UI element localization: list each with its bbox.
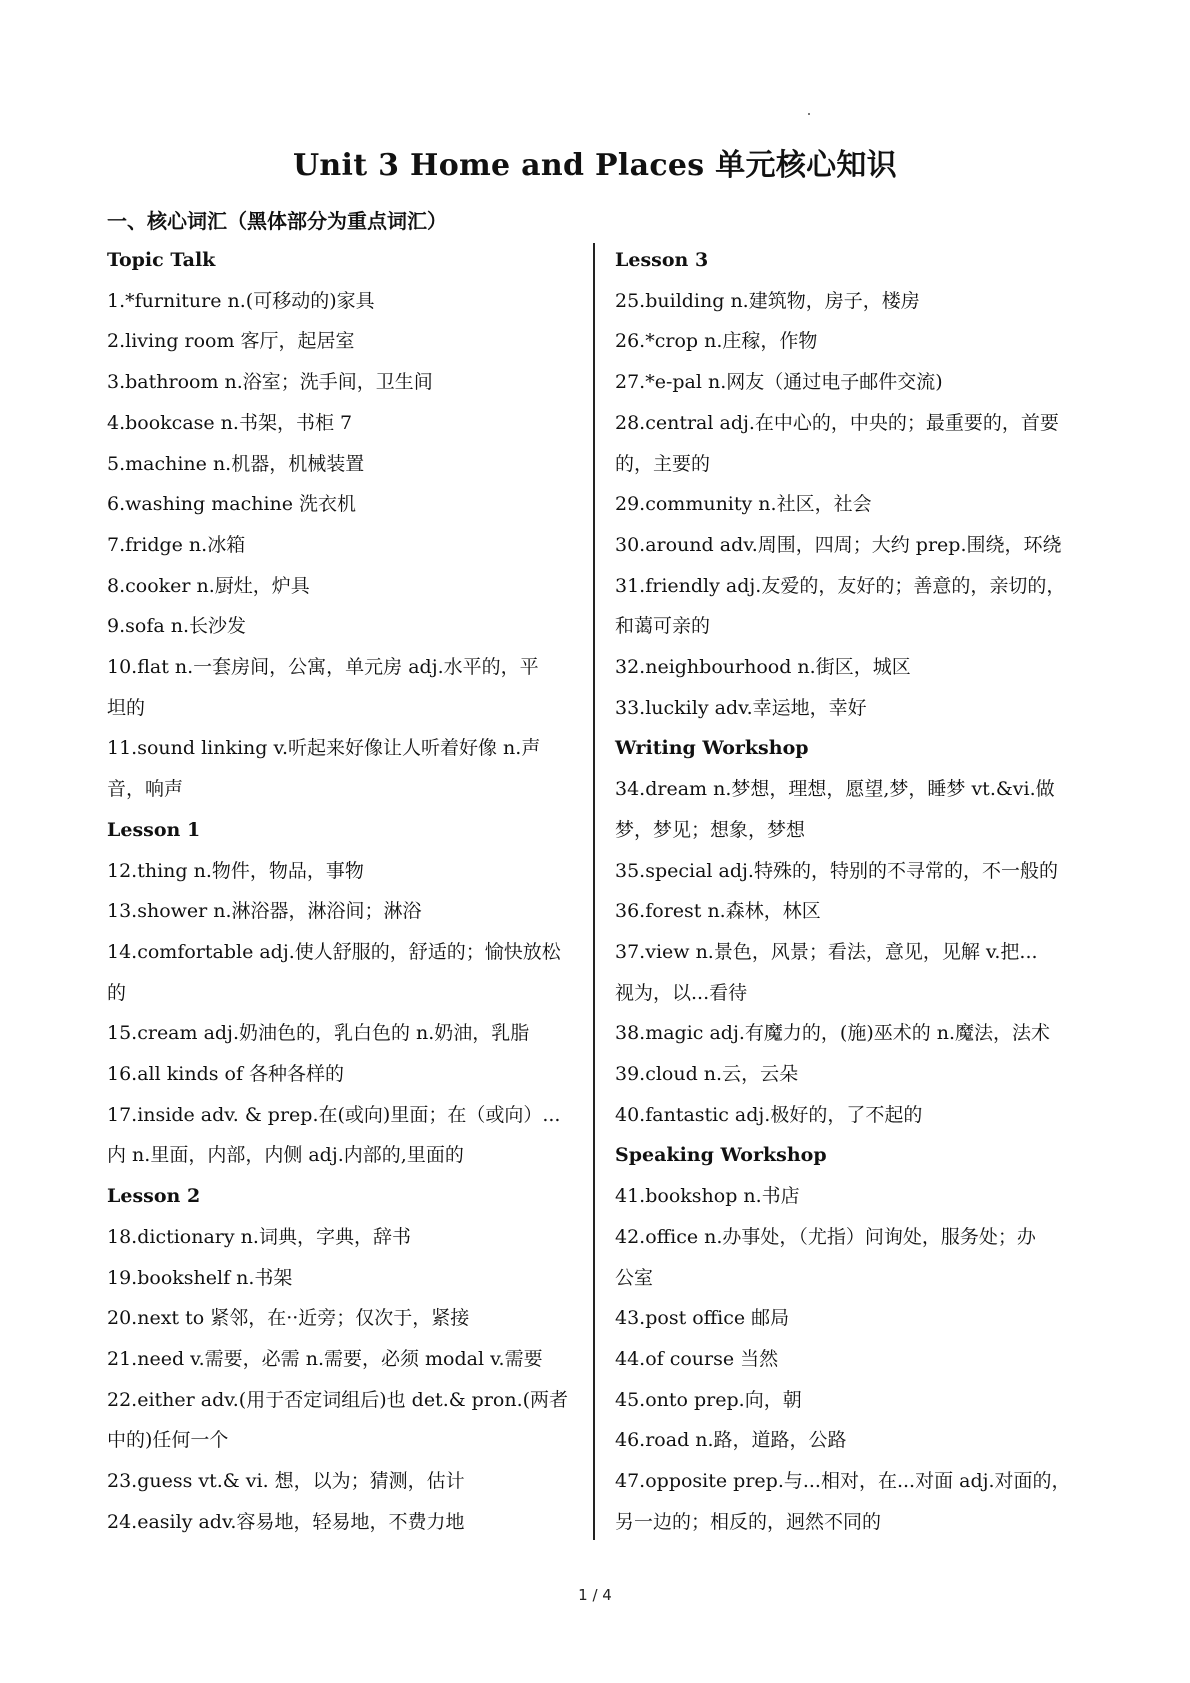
vocab-line: 25.building n.建筑物，房子，楼房	[615, 289, 920, 312]
vocab-line: 中的)任何一个	[107, 1429, 229, 1452]
vocab-line: 3.bathroom n.浴室；洗手间，卫生间	[107, 371, 433, 394]
vocab-line: 视为，以...看待	[615, 981, 748, 1004]
lesson-heading: Lesson 1	[107, 818, 201, 841]
page-number: 1 / 4	[578, 1586, 612, 1604]
vocab-line: 梦，梦见；想象，梦想	[615, 818, 806, 841]
vocab-line: 42.office n.办事处，（尤指）问询处，服务处；办	[615, 1225, 1036, 1248]
vocab-line: 30.around adv.周围，四周；大约 prep.围绕，环绕	[615, 533, 1062, 556]
vocab-line: 16.all kinds of 各种各样的	[107, 1063, 345, 1086]
vocab-line: 11.sound linking v.听起来好像让人听着好像 n.声	[107, 737, 541, 760]
vocab-line: 5.machine n.机器，机械装置	[107, 452, 365, 475]
vocab-line: 35.special adj.特殊的，特别的不寻常的，不一般的	[615, 859, 1058, 882]
vocab-line: 12.thing n.物件，物品，事物	[107, 859, 364, 882]
vocab-line: 另一边的；相反的，迥然不同的	[615, 1510, 882, 1533]
vocab-line: 40.fantastic adj.极好的，了不起的	[615, 1103, 923, 1126]
vocab-line: 4.bookcase n.书架，书柜 7	[107, 411, 353, 434]
vocab-line: 坦的	[107, 696, 146, 719]
vocab-line: 26.*crop n.庄稼，作物	[615, 330, 818, 353]
vocab-line: 45.onto prep.向，朝	[615, 1388, 802, 1411]
vocab-line: 19.bookshelf n.书架	[107, 1266, 293, 1289]
vocab-line: 21.need v.需要，必需 n.需要，必须 modal v.需要	[107, 1347, 543, 1370]
vocab-line: 44.of course 当然	[615, 1347, 779, 1370]
vocab-line: 28.central adj.在中心的，中央的；最重要的，首要	[615, 411, 1059, 434]
vocab-line: 13.shower n.淋浴器，淋浴间；淋浴	[107, 900, 422, 923]
vocab-line: 公室	[615, 1266, 654, 1289]
vocab-line: 7.fridge n.冰箱	[107, 533, 246, 556]
vocab-line: 23.guess vt.& vi. 想，以为；猜测，估计	[107, 1470, 465, 1493]
page-title: Unit 3 Home and Places 单元核心知识	[292, 148, 898, 183]
vocab-line: 20.next to 紧邻，在··近旁；仅次于，紧接	[107, 1307, 470, 1330]
vocab-line: 音，响声	[107, 778, 184, 801]
right-column	[615, 240, 1085, 1543]
vocab-line: 24.easily adv.容易地，轻易地，不费力地	[107, 1510, 465, 1533]
vocab-line: 的，主要的	[615, 452, 711, 475]
lesson-heading: Topic Talk	[107, 249, 216, 271]
vocab-line: 41.bookshop n.书店	[615, 1185, 800, 1208]
vocab-line: 9.sofa n.长沙发	[107, 615, 246, 638]
vocab-line: 15.cream adj.奶油色的，乳白色的 n.奶油，乳脂	[107, 1022, 530, 1045]
vocab-line: 的	[107, 981, 127, 1004]
vocab-line: 内 n.里面，内部，内侧 adj.内部的,里面的	[107, 1144, 464, 1167]
vocab-line: 47.opposite prep.与...相对，在...对面 adj.对面的，	[615, 1470, 1071, 1493]
stray-dot	[808, 113, 810, 115]
vocab-line: 和蔼可亲的	[615, 615, 711, 638]
vocab-line: 18.dictionary n.词典，字典，辞书	[107, 1225, 411, 1248]
vocab-line: 17.inside adv. & prep.在(或向)里面；在（或向）...	[107, 1103, 561, 1126]
left-column	[107, 240, 577, 1543]
vocab-line: 27.*e-pal n.网友（通过电子邮件交流)	[615, 371, 943, 394]
vocab-line: 33.luckily adv.幸运地，幸好	[615, 696, 867, 719]
lesson-heading: Lesson 3	[615, 249, 709, 271]
lesson-heading: Writing Workshop	[615, 737, 809, 760]
vocab-line: 34.dream n.梦想，理想，愿望,梦，睡梦 vt.&vi.做	[615, 778, 1055, 801]
vocab-line: 8.cooker n.厨灶，炉具	[107, 574, 310, 597]
vocab-line: 6.washing machine 洗衣机	[107, 493, 357, 516]
section-heading: 一、核心词汇（黑体部分为重点词汇）	[107, 209, 447, 233]
vocab-line: 10.flat n.一套房间，公寓，单元房 adj.水平的，平	[107, 656, 539, 679]
vocab-line: 37.view n.景色，风景；看法，意见，见解 v.把...	[615, 940, 1038, 963]
vocab-line: 39.cloud n.云，云朵	[615, 1063, 799, 1086]
vocab-line: 2.living room 客厅，起居室	[107, 330, 355, 353]
lesson-heading: Speaking Workshop	[615, 1144, 827, 1167]
vocab-line: 36.forest n.森林，林区	[615, 900, 821, 923]
vocab-line: 38.magic adj.有魔力的，(施)巫术的 n.魔法，法术	[615, 1022, 1051, 1045]
vocab-line: 14.comfortable adj.使人舒服的，舒适的；愉快放松	[107, 940, 561, 963]
vocab-line: 1.*furniture n.(可移动的)家具	[107, 289, 375, 312]
lesson-heading: Lesson 2	[107, 1185, 201, 1208]
vocab-line: 29.community n.社区，社会	[615, 493, 872, 516]
vocab-line: 31.friendly adj.友爱的，友好的；善意的，亲切的，	[615, 574, 1066, 597]
vocab-line: 43.post office 邮局	[615, 1307, 790, 1330]
vocab-line: 32.neighbourhood n.街区，城区	[615, 656, 911, 679]
column-divider	[593, 243, 595, 1540]
vocab-line: 46.road n.路，道路，公路	[615, 1429, 847, 1452]
vocab-line: 22.either adv.(用于否定词组后)也 det.& pron.(两者	[107, 1388, 569, 1411]
